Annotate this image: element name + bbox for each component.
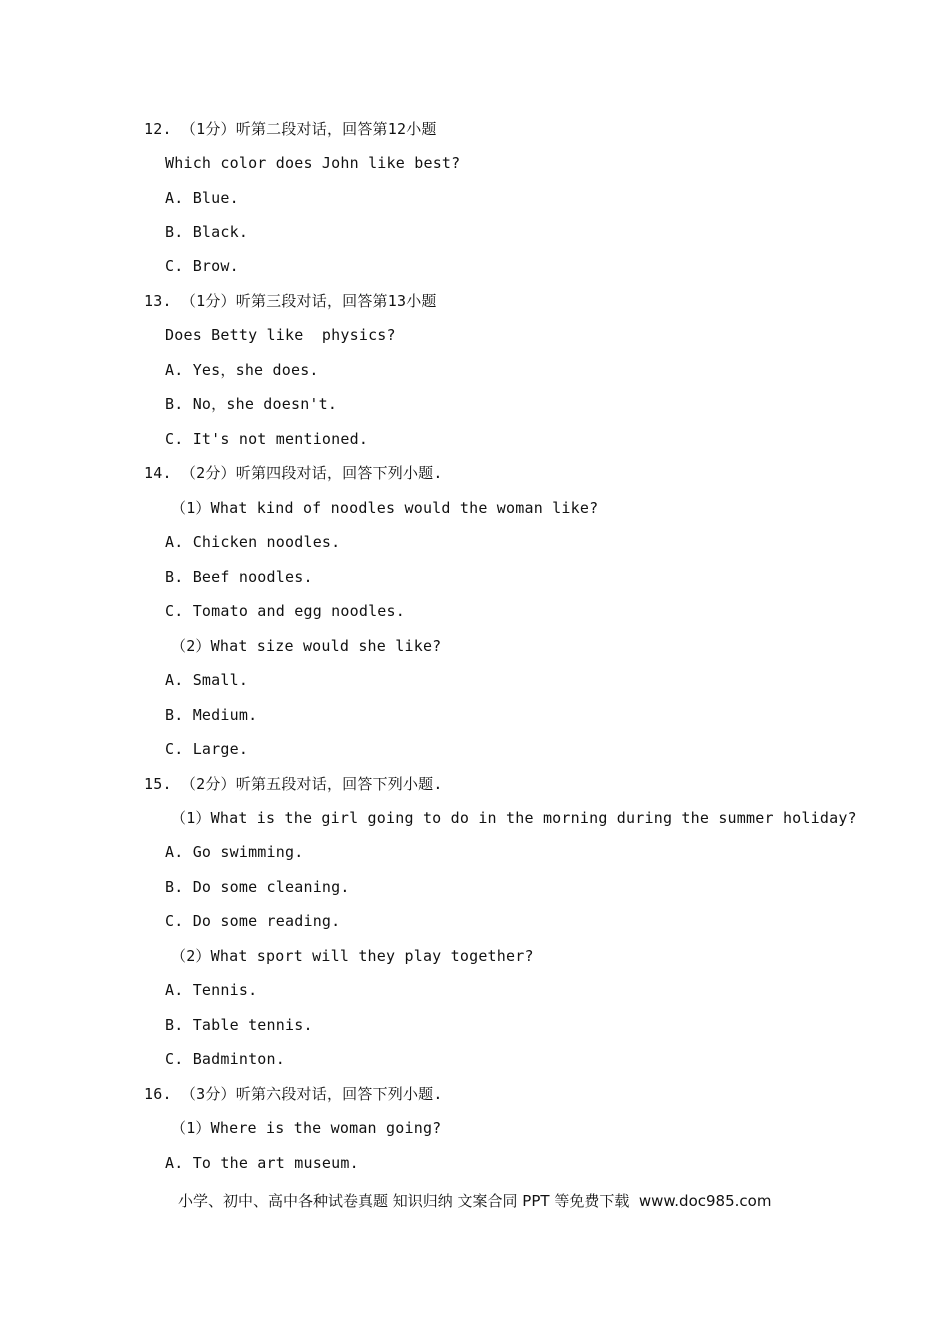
question-13-option-c: C. It's not mentioned. <box>165 430 369 448</box>
question-14-sub2-stem: （2）What size would she like? <box>171 637 442 655</box>
question-12-stem: Which color does John like best? <box>165 154 461 172</box>
question-14-header: 14. （2分）听第四段对话，回答下列小题. <box>144 464 443 482</box>
question-16-sub1-stem: （1）Where is the woman going? <box>171 1119 442 1137</box>
question-14-sub1-stem: （1）What kind of noodles would the woman like? <box>171 499 599 517</box>
question-15-sub1-option-c: C. Do some reading. <box>165 912 341 930</box>
question-14-sub2-option-a: A. Small. <box>165 671 249 689</box>
question-15-sub1-stem: （1）What is the girl going to do in the morning during the summer holiday? <box>171 809 857 827</box>
question-14-sub1-option-a: A. Chicken noodles. <box>165 533 341 551</box>
question-15-sub1-option-b: B. Do some cleaning. <box>165 878 350 896</box>
question-14-sub2-option-b: B. Medium. <box>165 706 258 724</box>
question-13-stem: Does Betty like physics? <box>165 326 396 344</box>
question-12-option-a: A. Blue. <box>165 189 239 207</box>
question-13-option-b: B. No，she doesn't. <box>165 395 338 413</box>
question-14-sub1-option-c: C. Tomato and egg noodles. <box>165 602 405 620</box>
question-15-sub2-option-a: A. Tennis. <box>165 981 258 999</box>
page-footer: 小学、初中、高中各种试卷真题 知识归纳 文案合同 PPT 等免费下载 www.doc985.com <box>178 1192 772 1210</box>
question-14-sub1-option-b: B. Beef noodles. <box>165 568 313 586</box>
question-15-header: 15. （2分）听第五段对话，回答下列小题. <box>144 775 443 793</box>
question-13-header: 13. （1分）听第三段对话，回答第13小题 <box>144 292 437 310</box>
question-14-sub2-option-c: C. Large. <box>165 740 249 758</box>
question-12-option-b: B. Black. <box>165 223 249 241</box>
question-15-sub2-option-b: B. Table tennis. <box>165 1016 313 1034</box>
question-12-header: 12. （1分）听第二段对话，回答第12小题 <box>144 120 437 138</box>
question-13-option-a: A. Yes，she does. <box>165 361 319 379</box>
question-15-sub1-option-a: A. Go swimming. <box>165 843 304 861</box>
question-15-sub2-stem: （2）What sport will they play together? <box>171 947 534 965</box>
question-16-header: 16. （3分）听第六段对话，回答下列小题. <box>144 1085 443 1103</box>
question-15-sub2-option-c: C. Badminton. <box>165 1050 285 1068</box>
question-16-sub1-option-a: A. To the art museum. <box>165 1154 359 1172</box>
question-12-option-c: C. Brow. <box>165 257 239 275</box>
